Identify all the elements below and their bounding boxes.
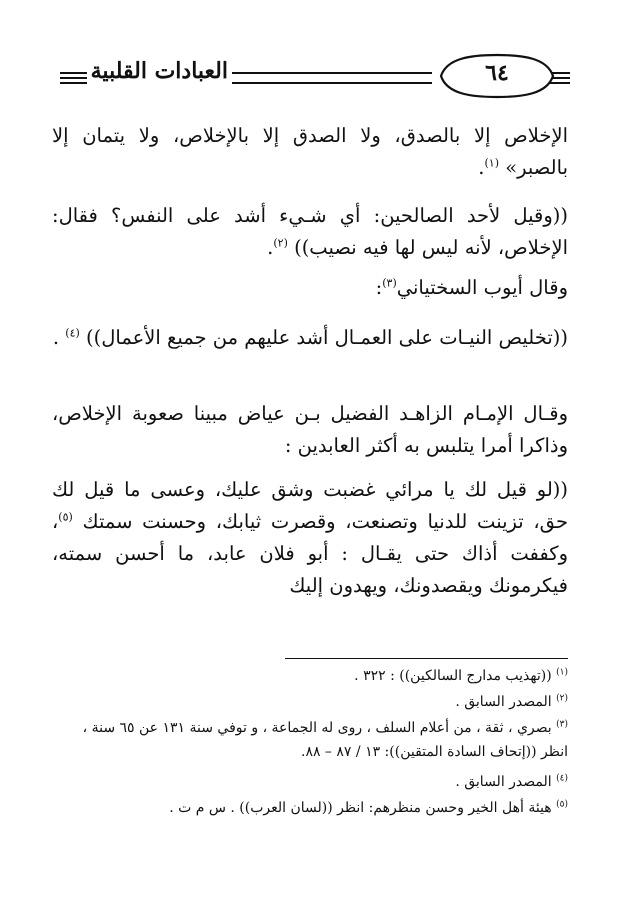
paragraph-6: ((لو قيل لك يا مرائي غضبت وشق عليك، وعسى ما قيل لك حق، تزينت للدنيا وتصنعت، وقصرت ثيابك، وحسنت سمتك $^{(٥)}$، وكففت أذاك حتى يقـال : أبو فلان عابد، ما أحسن سمته، فيكرمونك ويقصدونك، ويهدون إليك — [52, 478, 568, 597]
footnote-ref: (٤) — [65, 326, 80, 340]
footnote-ref: (٣) — [382, 276, 397, 290]
footnote-ref: (٢) — [273, 236, 288, 250]
paragraph-4: ((تخليص النيـات على العمـال أشد عليهم من جميع الأعمال)) $^{(٤)}$ . — [52, 326, 568, 349]
page-header — [60, 48, 570, 102]
footnote-3: $^{(٣)}$ بصري ، ثقة ، من أعلام السلف ، روى له الجماعة ، و توفي سنة ١٣١ عن ٦٥ سنة ، انظر ((إتحاف السادة المتقين)): ١٣ / ٨٧ – ٨٨. — [82, 719, 568, 760]
footnote-1: $^{(١)}$ ((تهذيب مدارج السالكين)) : ٣٢٢ . — [354, 667, 568, 684]
page-number: ٦٤ — [485, 60, 509, 86]
page-number-badge — [437, 52, 557, 100]
footnote-5: $^{(٥)}$ هيئة أهل الخير وحسن منظرهم: انظر ((لسان العرب)) . س م ت . — [169, 799, 568, 816]
paragraph-2: ((وقيل لأحد الصالحين: أي شـيء أشد على النفس؟ فقال: الإخلاص، لأنه ليس لها فيه نصيب)) $^{(٢)}$. — [52, 204, 568, 259]
paragraph-5: وقـال الإمـام الزاهـد الفضيل بـن عياض مبينا صعوبة الإخلاص، وذاكرا أمرا يتلبس به أكثر العابدين : — [52, 402, 568, 457]
footnote-4: $^{(٤)}$ المصدر السابق . — [455, 773, 568, 790]
footnote-ref: (١) — [484, 156, 499, 170]
paragraph-3: وقال أيوب السختياني$^{(٣)}$: — [375, 276, 568, 299]
running-title: العبادات القلبية — [87, 58, 232, 84]
footnote-2: $^{(٢)}$ المصدر السابق . — [455, 693, 568, 710]
paragraph-1: الإخلاص إلا بالصدق، ولا الصدق إلا بالإخلاص، ولا يتمان إلا بالصبر» $^{(١)}$. — [52, 124, 568, 179]
footnote-ref: (٥) — [58, 510, 73, 524]
footnote-separator — [285, 658, 568, 659]
